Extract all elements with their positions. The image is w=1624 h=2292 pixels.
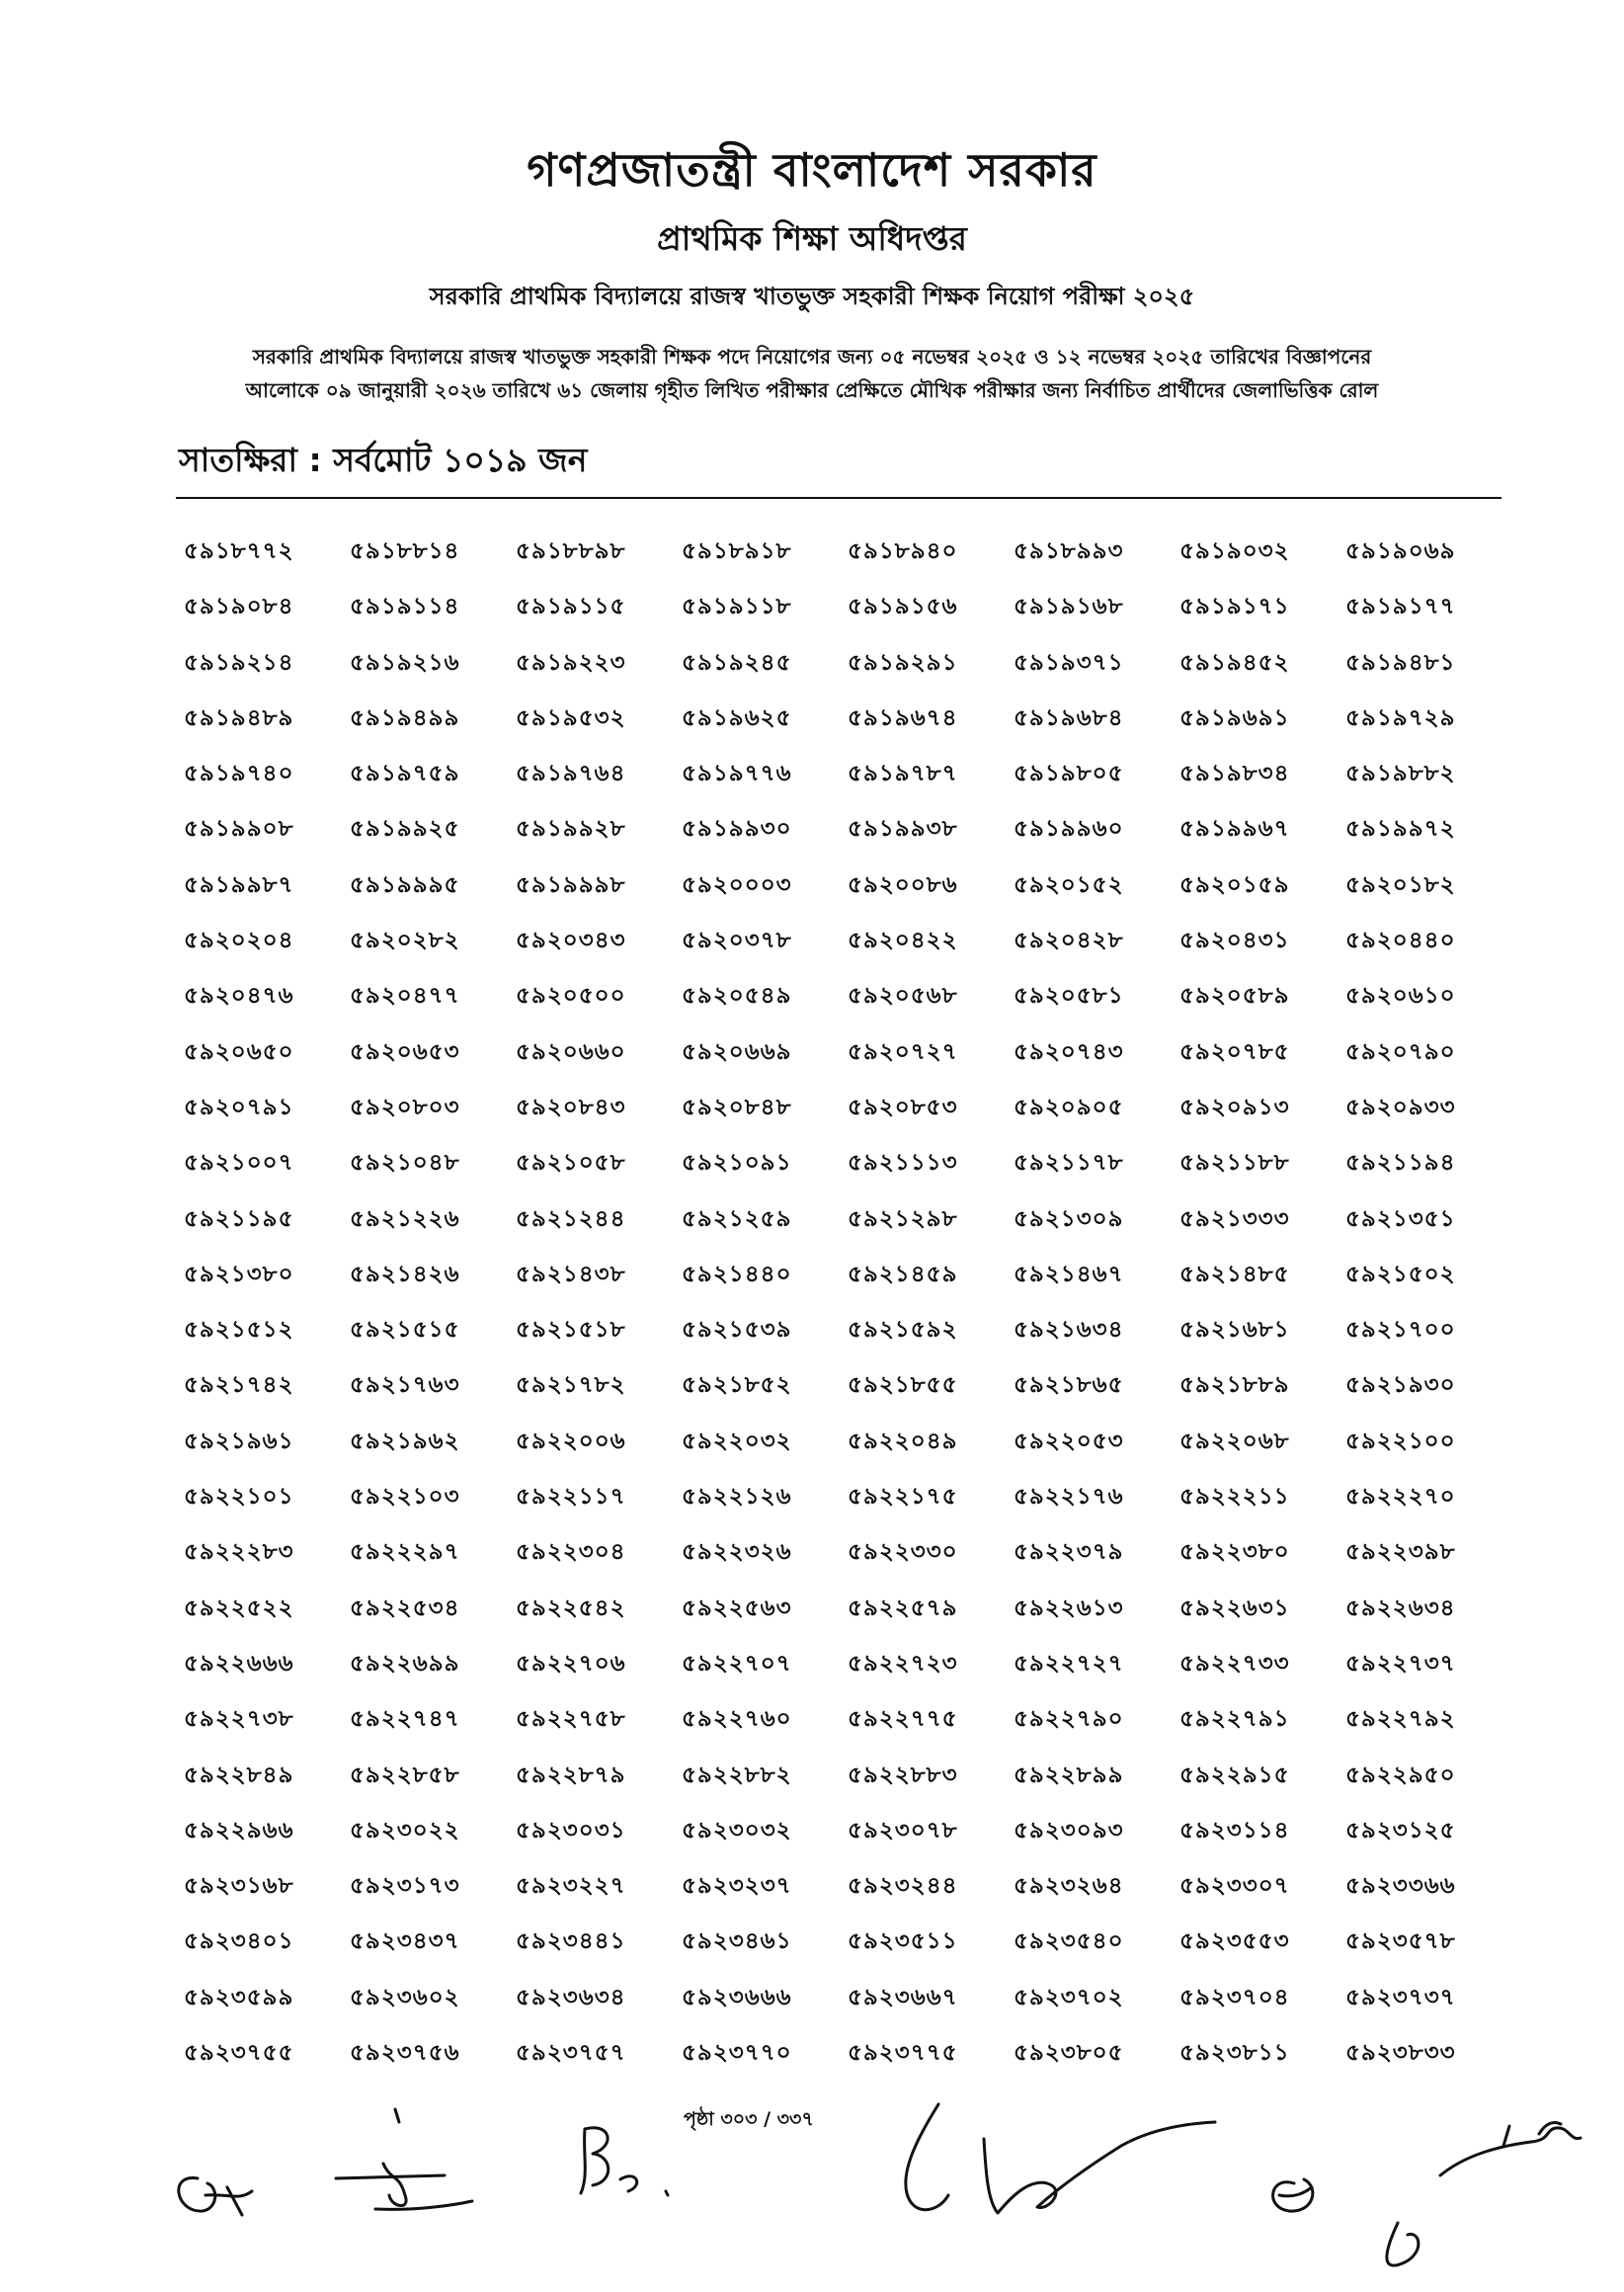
roll-number: ৫৯১৯৭২৯ (1345, 704, 1456, 731)
roll-number: ৫৯২৩৭৫৬ (350, 2040, 460, 2067)
roll-number: ৫৯২১৯৩০ (1345, 1372, 1456, 1399)
roll-number: ৫৯২২৩৩০ (848, 1539, 958, 1566)
roll-number: ৫৯২০৯৩৩ (1345, 1094, 1456, 1120)
roll-number: ৫৯২১৩৩৩ (1179, 1205, 1290, 1232)
roll-number: ৫৯২১৪৮৫ (1179, 1261, 1290, 1287)
roll-number: ৫৯২০৬৬৯ (682, 1038, 792, 1065)
roll-number: ৫৯২২১২৬ (682, 1484, 792, 1511)
notice-line-1: সরকারি প্রাথমিক বিদ্যালয়ে রাজস্ব খাতভুক্ত সহকারী শিক্ষক পদে নিয়োগের জন্য ০৫ নভেম্বর ২০২৫ ও ১২ নভেম্বর ২০২৫ তারিখের বিজ্ঞাপনের (252, 345, 1372, 368)
roll-number: ৫৯২২৭০৭ (682, 1650, 792, 1677)
roll-number: ৫৯২২৯৫০ (1345, 1761, 1456, 1788)
roll-number: ৫৯২৩৫১১ (848, 1928, 958, 1955)
roll-number: ৫৯২০০০৩ (682, 871, 792, 898)
roll-number: ৫৯১৯৯৮৭ (184, 871, 294, 898)
roll-number: ৫৯২২৩২৬ (682, 1539, 792, 1566)
roll-number: ৫৯২১৪২৬ (350, 1261, 460, 1287)
roll-number: ৫৯১৯৪৮১ (1345, 649, 1456, 676)
roll-number: ৫৯১৯২১৪ (184, 649, 294, 676)
roll-number: ৫৯২১০৯১ (682, 1150, 792, 1177)
roll-number: ৫৯২২২৭০ (1345, 1484, 1456, 1511)
roll-number: ৫৯২২০৬৮ (1179, 1428, 1290, 1454)
department-title: প্রাথমিক শিক্ষা অধিদপ্তর (657, 219, 967, 258)
roll-number: ৫৯২০৮৪৮ (682, 1094, 792, 1120)
exam-title: সরকারি প্রাথমিক বিদ্যালয়ে রাজস্ব খাতভুক্ত সহকারী শিক্ষক নিয়োগ পরীক্ষা ২০২৫ (429, 283, 1195, 310)
roll-number: ৫৯১৯১৫৬ (848, 594, 958, 620)
roll-number: ৫৯২২৭৪৭ (350, 1706, 460, 1733)
government-title: গণপ্রজাতন্ত্রী বাংলাদেশ সরকার (527, 143, 1097, 197)
roll-number: ৫৯১৯৫৩২ (516, 704, 626, 731)
roll-number: ৫৯২০৬৫০ (184, 1038, 294, 1065)
roll-number: ৫৯২২১০৩ (350, 1484, 460, 1511)
signature-4 (906, 2104, 1215, 2213)
roll-number: ৫৯১৮৮১৪ (350, 538, 460, 564)
signature-3 (581, 2128, 668, 2195)
roll-number: ৫৯১৯২২৩ (516, 649, 626, 676)
roll-number: ৫৯২২৭৫৮ (516, 1706, 626, 1733)
roll-number: ৫৯১৯৭৫৯ (350, 761, 460, 787)
roll-number: ৫৯২২৩৭৯ (1014, 1539, 1124, 1566)
roll-number: ৫৯২২৬৩৪ (1345, 1595, 1456, 1621)
roll-number: ৫৯১৯২১৬ (350, 649, 460, 676)
roll-number: ৫৯২১৪৪০ (682, 1261, 792, 1287)
roll-number: ৫৯১৯১৬৮ (1014, 594, 1124, 620)
roll-number: ৫৯২৩৭৫৫ (184, 2040, 294, 2067)
roll-number: ৫৯২২৫৩৪ (350, 1595, 460, 1621)
roll-number: ৫৯২৩০৭৮ (848, 1817, 958, 1843)
roll-number: ৫৯১৮৮৯৮ (516, 538, 626, 564)
roll-number: ৫৯২৩০৩২ (682, 1817, 792, 1843)
roll-number: ৫৯১৯৮৮২ (1345, 761, 1456, 787)
roll-number: ৫৯১৯৮৩৪ (1179, 761, 1290, 787)
roll-number: ৫৯১৯০৬৯ (1345, 538, 1456, 564)
roll-number: ৫৯২১৮৫৫ (848, 1372, 958, 1399)
roll-number: ৫৯২১৯৬২ (350, 1428, 460, 1454)
roll-number: ৫৯২৩৭৭৫ (848, 2040, 958, 2067)
roll-number: ৫৯১৮৭৭২ (184, 538, 294, 564)
roll-number: ৫৯১৯৭৬৪ (516, 761, 626, 787)
roll-number: ৫৯১৯৬২৫ (682, 704, 792, 731)
roll-number: ৫৯২৩৫৪০ (1014, 1928, 1124, 1955)
roll-number: ৫৯২১০৪৮ (350, 1150, 460, 1177)
roll-number: ৫৯২২৮৭৯ (516, 1761, 626, 1788)
roll-number: ৫৯২১৪৫৯ (848, 1261, 958, 1287)
roll-number: ৫৯১৯৯৭২ (1345, 816, 1456, 843)
roll-number: ৫৯২২৭৩৭ (1345, 1650, 1456, 1677)
roll-number: ৫৯১৯১১৮ (682, 594, 792, 620)
roll-number: ৫৯২২৫৭৯ (848, 1595, 958, 1621)
roll-number: ৫৯২২০৫৩ (1014, 1428, 1124, 1454)
roll-number: ৫৯২৩৪০১ (184, 1928, 294, 1955)
roll-number: ৫৯২৩৬৬৭ (848, 1984, 958, 2010)
roll-number: ৫৯২৩২২৭ (516, 1873, 626, 1900)
roll-number: ৫৯২২০০৬ (516, 1428, 626, 1454)
roll-number: ৫৯২৩৩৬৬ (1345, 1873, 1456, 1900)
roll-number: ৫৯২০৬৫৩ (350, 1038, 460, 1065)
roll-number: ৫৯১৯৯৬০ (1014, 816, 1124, 843)
roll-number: ৫৯১৯৮০৫ (1014, 761, 1124, 787)
roll-number: ৫৯২২৩০৪ (516, 1539, 626, 1566)
roll-number: ৫৯১৯৯৩৮ (848, 816, 958, 843)
roll-number: ৫৯২১৮৫২ (682, 1372, 792, 1399)
roll-number: ৫৯২২৬৯৯ (350, 1650, 460, 1677)
signature-6 (1440, 2122, 1581, 2175)
roll-number: ৫৯২২৩৯৮ (1345, 1539, 1456, 1566)
roll-number: ৫৯২১২২৬ (350, 1205, 460, 1232)
roll-number: ৫৯২১৭৬৩ (350, 1372, 460, 1399)
roll-number: ৫৯২০৯০৫ (1014, 1094, 1124, 1120)
roll-number: ৫৯২১৭০০ (1345, 1317, 1456, 1344)
roll-number: ৫৯২১১৯৪ (1345, 1150, 1456, 1177)
roll-number: ৫৯১৯৭৭৬ (682, 761, 792, 787)
roll-number: ৫৯২৩০২২ (350, 1817, 460, 1843)
roll-number: ৫৯২১০০৭ (184, 1150, 294, 1177)
roll-number: ৫৯২১৭৮২ (516, 1372, 626, 1399)
roll-number: ৫৯১৯৯২৮ (516, 816, 626, 843)
roll-number: ৫৯২২২১১ (1179, 1484, 1290, 1511)
roll-number: ৫৯২২৯৬৬ (184, 1817, 294, 1843)
roll-number: ৫৯১৯৬৯১ (1179, 704, 1290, 731)
roll-number-grid (184, 533, 1511, 2090)
roll-number: ৫৯২২৮৯৯ (1014, 1761, 1124, 1788)
roll-number: ৫৯১৯৪৫২ (1179, 649, 1290, 676)
roll-number: ৫৯২১০৫৮ (516, 1150, 626, 1177)
roll-number: ৫৯২০৫৬৮ (848, 983, 958, 1010)
roll-number: ৫৯২০৫০০ (516, 983, 626, 1010)
roll-number: ৫৯২৩৬০২ (350, 1984, 460, 2010)
roll-number: ৫৯২১৩০৯ (1014, 1205, 1124, 1232)
roll-number: ৫৯১৯৬৭৪ (848, 704, 958, 731)
roll-number: ৫৯২৩৮৩৩ (1345, 2040, 1456, 2067)
roll-number: ৫৯২০৪৩১ (1179, 928, 1290, 954)
page-number: পৃষ্ঠা ৩০৩ / ৩৩৭ (684, 2108, 814, 2130)
roll-number: ৫৯২২২৮৩ (184, 1539, 294, 1566)
roll-number: ৫৯২৩১২৫ (1345, 1817, 1456, 1843)
roll-number: ৫৯২০৪২২ (848, 928, 958, 954)
roll-number: ৫৯২২১১৭ (516, 1484, 626, 1511)
roll-number: ৫৯২০৪৪০ (1345, 928, 1456, 954)
roll-number: ৫৯২১৮৮৯ (1179, 1372, 1290, 1399)
roll-number: ৫৯১৯৯৯৮ (516, 871, 626, 898)
roll-number: ৫৯২১৮৬৫ (1014, 1372, 1124, 1399)
roll-number: ৫৯১৯৭৪০ (184, 761, 294, 787)
roll-number: ৫৯২০৭২৭ (848, 1038, 958, 1065)
roll-number: ৫৯২২৮৫৮ (350, 1761, 460, 1788)
roll-number: ৫৯২৩৭৩৭ (1345, 1984, 1456, 2010)
roll-number: ৫৯২৩৪৪১ (516, 1928, 626, 1955)
roll-number: ৫৯১৮৯১৮ (682, 538, 792, 564)
roll-number: ৫৯১৯২৯১ (848, 649, 958, 676)
roll-number: ৫৯২২৮৮২ (682, 1761, 792, 1788)
roll-number: ৫৯২১৫৯২ (848, 1317, 958, 1344)
roll-number: ৫৯২০৭৯০ (1345, 1038, 1456, 1065)
roll-number: ৫৯২৩৭০২ (1014, 1984, 1124, 2010)
roll-number: ৫৯২২১৭৬ (1014, 1484, 1124, 1511)
roll-number: ৫৯২১৫১৫ (350, 1317, 460, 1344)
roll-number: ৫৯২৩২৩৭ (682, 1873, 792, 1900)
roll-number: ৫৯২১৫০২ (1345, 1261, 1456, 1287)
roll-number: ৫৯২০৬১০ (1345, 983, 1456, 1010)
roll-number: ৫৯২০৭৮৫ (1179, 1038, 1290, 1065)
roll-number: ৫৯২১৫৩৯ (682, 1317, 792, 1344)
signature-5 (1273, 2179, 1419, 2265)
roll-number: ৫৯২১৬৮১ (1179, 1317, 1290, 1344)
roll-number: ৫৯১৯৯৬৭ (1179, 816, 1290, 843)
heading-divider (176, 497, 1502, 499)
roll-number: ৫৯২০৪৭৭ (350, 983, 460, 1010)
roll-number: ৫৯২৩১১৪ (1179, 1817, 1290, 1843)
roll-number: ৫৯২১১১৩ (848, 1150, 958, 1177)
roll-number: ৫৯২২৩৮০ (1179, 1539, 1290, 1566)
roll-number: ৫৯২২৮৮৩ (848, 1761, 958, 1788)
roll-number: ৫৯১৯৭৮৭ (848, 761, 958, 787)
roll-number: ৫৯২০৩৪৩ (516, 928, 626, 954)
roll-number: ৫৯২২৭২৩ (848, 1650, 958, 1677)
roll-number: ৫৯২৩৩০৭ (1179, 1873, 1290, 1900)
roll-number: ৫৯১৯১১৪ (350, 594, 460, 620)
roll-number: ৫৯২৩৪৩৭ (350, 1928, 460, 1955)
district-heading: সাতক্ষিরা : সর্বমোট ১০১৯ জন (179, 441, 588, 479)
roll-number: ৫৯২০৩৭৮ (682, 928, 792, 954)
roll-number: ৫৯২২৭৯১ (1179, 1706, 1290, 1733)
roll-number: ৫৯২২৭৬০ (682, 1706, 792, 1733)
roll-number: ৫৯২১১৯৫ (184, 1205, 294, 1232)
roll-number: ৫৯২০০৮৬ (848, 871, 958, 898)
roll-number: ৫৯২১৩৫১ (1345, 1205, 1456, 1232)
roll-number: ৫৯২২৬৬৬ (184, 1650, 294, 1677)
roll-number: ৫৯২০১৫২ (1014, 871, 1124, 898)
roll-number: ৫৯২২৭৩৮ (184, 1706, 294, 1733)
roll-number: ৫৯২২৭০৬ (516, 1650, 626, 1677)
roll-number: ৫৯২১৬৩৪ (1014, 1317, 1124, 1344)
roll-number: ৫৯২০৪২৮ (1014, 928, 1124, 954)
roll-number: ৫৯২২৬১৩ (1014, 1595, 1124, 1621)
roll-number: ৫৯২১২৯৮ (848, 1205, 958, 1232)
notice-line-2: আলোকে ০৯ জানুয়ারী ২০২৬ তারিখে ৬১ জেলায় গৃহীত লিখিত পরীক্ষার প্রেক্ষিতে মৌখিক পরীক্ষার জন্য নির্বাচিত প্রার্থীদের জেলাভিত্তিক রোল (245, 378, 1379, 402)
roll-number: ৫৯১৯৯০৮ (184, 816, 294, 843)
roll-number: ৫৯২০২৮২ (350, 928, 460, 954)
roll-number: ৫৯১৯৪৯৯ (350, 704, 460, 731)
roll-number: ৫৯২৩১৬৮ (184, 1873, 294, 1900)
roll-number: ৫৯২০১৫৯ (1179, 871, 1290, 898)
roll-number: ৫৯২১৯৬১ (184, 1428, 294, 1454)
roll-number: ৫৯১৯১৭১ (1179, 594, 1290, 620)
roll-number: ৫৯২০৮৪৩ (516, 1094, 626, 1120)
roll-number: ৫৯২২১৭৫ (848, 1484, 958, 1511)
roll-number: ৫৯২৩৮০৫ (1014, 2040, 1124, 2067)
roll-number: ৫৯২০৭৯১ (184, 1094, 294, 1120)
notice-text (168, 340, 1456, 407)
roll-number: ৫৯২৩৫৯৯ (184, 1984, 294, 2010)
roll-number: ৫৯২২৭২৭ (1014, 1650, 1124, 1677)
roll-number: ৫৯২২০৪৯ (848, 1428, 958, 1454)
roll-number: ৫৯১৯৬৮৪ (1014, 704, 1124, 731)
roll-number: ৫৯২১৭৪২ (184, 1372, 294, 1399)
roll-number: ৫৯২৩৫৭৮ (1345, 1928, 1456, 1955)
roll-number: ৫৯২২১০১ (184, 1484, 294, 1511)
roll-number: ৫৯২৩৪৬১ (682, 1928, 792, 1955)
roll-number: ৫৯২০৫৪৯ (682, 983, 792, 1010)
roll-number: ৫৯২০১৮২ (1345, 871, 1456, 898)
roll-number: ৫৯২২৮৪৯ (184, 1761, 294, 1788)
roll-number: ৫৯২৩৬৬৬ (682, 1984, 792, 2010)
roll-number: ৫৯২২৭৯০ (1014, 1706, 1124, 1733)
roll-number: ৫৯১৯৯৯৫ (350, 871, 460, 898)
roll-number: ৫৯২৩২৪৪ (848, 1873, 958, 1900)
roll-number: ৫৯২১৫১৮ (516, 1317, 626, 1344)
roll-number: ৫৯২০৮০৩ (350, 1094, 460, 1120)
roll-number: ৫৯২২৭৯২ (1345, 1706, 1456, 1733)
roll-number: ৫৯১৮৯৪০ (848, 538, 958, 564)
roll-number: ৫৯২৩৫৫৩ (1179, 1928, 1290, 1955)
roll-number: ৫৯২০৯১৩ (1179, 1094, 1290, 1120)
roll-number: ৫৯২২৫৪২ (516, 1595, 626, 1621)
roll-number: ৫৯১৯০৩২ (1179, 538, 1290, 564)
roll-number: ৫৯১৯৯২৫ (350, 816, 460, 843)
roll-number: ৫৯২৩৭৫৭ (516, 2040, 626, 2067)
signatures (158, 2085, 1600, 2282)
roll-number: ৫৯২০৭৪৩ (1014, 1038, 1124, 1065)
roll-number: ৫৯১৯১৭৭ (1345, 594, 1456, 620)
roll-number: ৫৯২২৫৬৩ (682, 1595, 792, 1621)
roll-number: ৫৯২৩৬৩৪ (516, 1984, 626, 2010)
roll-number: ৫৯২০৬৬০ (516, 1038, 626, 1065)
roll-number: ৫৯২০৫৮৯ (1179, 983, 1290, 1010)
roll-number: ৫৯২০২০৪ (184, 928, 294, 954)
roll-number: ৫৯১৯০৮৪ (184, 594, 294, 620)
roll-number: ৫৯২০৪৭৬ (184, 983, 294, 1010)
roll-number: ৫৯২০৮৫৩ (848, 1094, 958, 1120)
roll-number: ৫৯১৯৯৩০ (682, 816, 792, 843)
signature-1 (179, 2178, 252, 2215)
roll-number: ৫৯১৯১১৫ (516, 594, 626, 620)
roll-number: ৫৯১৮৯৯৩ (1014, 538, 1124, 564)
roll-number: ৫৯২৩৭৭০ (682, 2040, 792, 2067)
roll-number: ৫৯২২০৩২ (682, 1428, 792, 1454)
roll-number: ৫৯২২৭৩৩ (1179, 1650, 1290, 1677)
roll-number: ৫৯২২৯১৫ (1179, 1761, 1290, 1788)
roll-number: ৫৯২১১৮৮ (1179, 1150, 1290, 1177)
roll-number: ৫৯২১৫১২ (184, 1317, 294, 1344)
roll-number: ৫৯১৯৩৭১ (1014, 649, 1124, 676)
roll-number: ৫৯১৯২৪৫ (682, 649, 792, 676)
roll-number: ৫৯২২৬৩১ (1179, 1595, 1290, 1621)
roll-number: ৫৯২১২৪৪ (516, 1205, 626, 1232)
roll-number: ৫৯২১১৭৮ (1014, 1150, 1124, 1177)
roll-number: ৫৯২৩০৯৩ (1014, 1817, 1124, 1843)
roll-number: ৫৯২৩১৭৩ (350, 1873, 460, 1900)
roll-number: ৫৯২৩০৩১ (516, 1817, 626, 1843)
roll-number: ৫৯২১২৫৯ (682, 1205, 792, 1232)
signature-2 (336, 2109, 472, 2209)
roll-number: ৫৯২৩৮১১ (1179, 2040, 1290, 2067)
roll-number: ৫৯২২৫২২ (184, 1595, 294, 1621)
roll-number: ৫৯১৯৪৮৯ (184, 704, 294, 731)
roll-number: ৫৯২২৭৭৫ (848, 1706, 958, 1733)
roll-number: ৫৯২১৩৮০ (184, 1261, 294, 1287)
roll-number: ৫৯২৩৭০৪ (1179, 1984, 1290, 2010)
roll-number: ৫৯২২১০০ (1345, 1428, 1456, 1454)
roll-number: ৫৯২১৪৩৮ (516, 1261, 626, 1287)
roll-number: ৫৯২১৪৬৭ (1014, 1261, 1124, 1287)
roll-number: ৫৯২৩২৬৪ (1014, 1873, 1124, 1900)
roll-number: ৫৯২০৫৮১ (1014, 983, 1124, 1010)
roll-number: ৫৯২২২৯৭ (350, 1539, 460, 1566)
